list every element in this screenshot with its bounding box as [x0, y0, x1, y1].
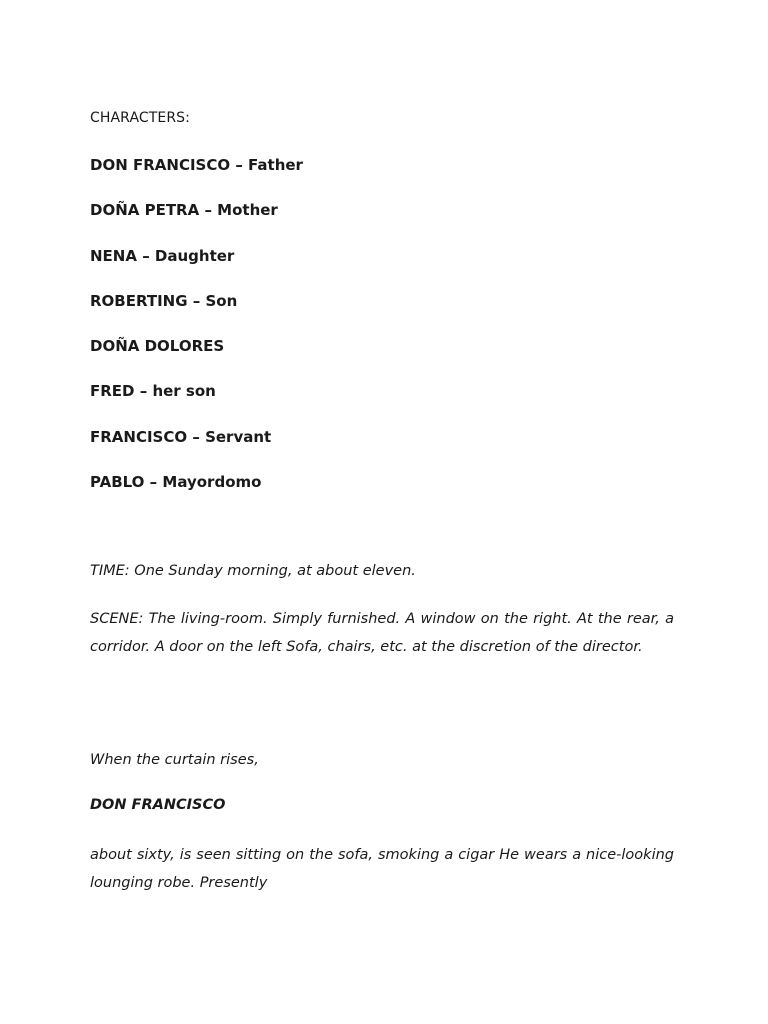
character-role: her son — [152, 382, 216, 401]
character-name: DOÑA DOLORES — [90, 337, 225, 356]
character-name: FRANCISCO — [90, 427, 188, 446]
character-role: Servant — [205, 427, 272, 446]
character-item — [90, 246, 303, 291]
character-separator: – — [187, 291, 206, 310]
character-name: PABLO — [90, 473, 145, 492]
character-item — [90, 200, 303, 245]
character-list — [90, 155, 303, 517]
character-separator: – — [136, 246, 155, 265]
character-item — [90, 336, 303, 381]
character-separator: – — [144, 473, 163, 492]
character-item — [90, 381, 303, 426]
character-name: DOÑA PETRA — [90, 201, 200, 220]
character-separator: – — [134, 382, 153, 401]
character-item — [90, 291, 303, 336]
character-name: DON FRANCISCO — [90, 156, 231, 174]
character-role: Mayordomo — [162, 473, 262, 492]
time-line: TIME: One Sunday morning, at about eleven. — [90, 563, 416, 579]
speaker-name: DON FRANCISCO — [90, 797, 226, 813]
character-separator: – — [187, 427, 206, 446]
stage-direction: about sixty, is seen sitting on the sofa, smoking a cigar He wears a nice-looking lounging robe. Presently — [90, 847, 674, 891]
character-name: ROBERTING — [90, 291, 188, 310]
character-separator: – — [199, 201, 218, 220]
characters-heading: CHARACTERS: — [90, 110, 190, 126]
character-role: Mother — [217, 201, 278, 220]
character-role: Father — [248, 156, 303, 174]
scene-description: SCENE: The living-room. Simply furnished. A window on the right. At the rear, a corridor. A door on the left Sofa, chairs, etc. at the discretion of the director. — [90, 611, 674, 655]
character-role: Son — [205, 291, 238, 310]
character-item — [90, 472, 303, 517]
curtain-line: When the curtain rises, — [90, 752, 259, 768]
character-separator: – — [230, 156, 249, 174]
character-item — [90, 427, 303, 472]
character-item — [90, 155, 303, 200]
character-role: Daughter — [154, 246, 235, 265]
character-name: FRED — [90, 382, 135, 401]
character-name: NENA — [90, 246, 137, 265]
